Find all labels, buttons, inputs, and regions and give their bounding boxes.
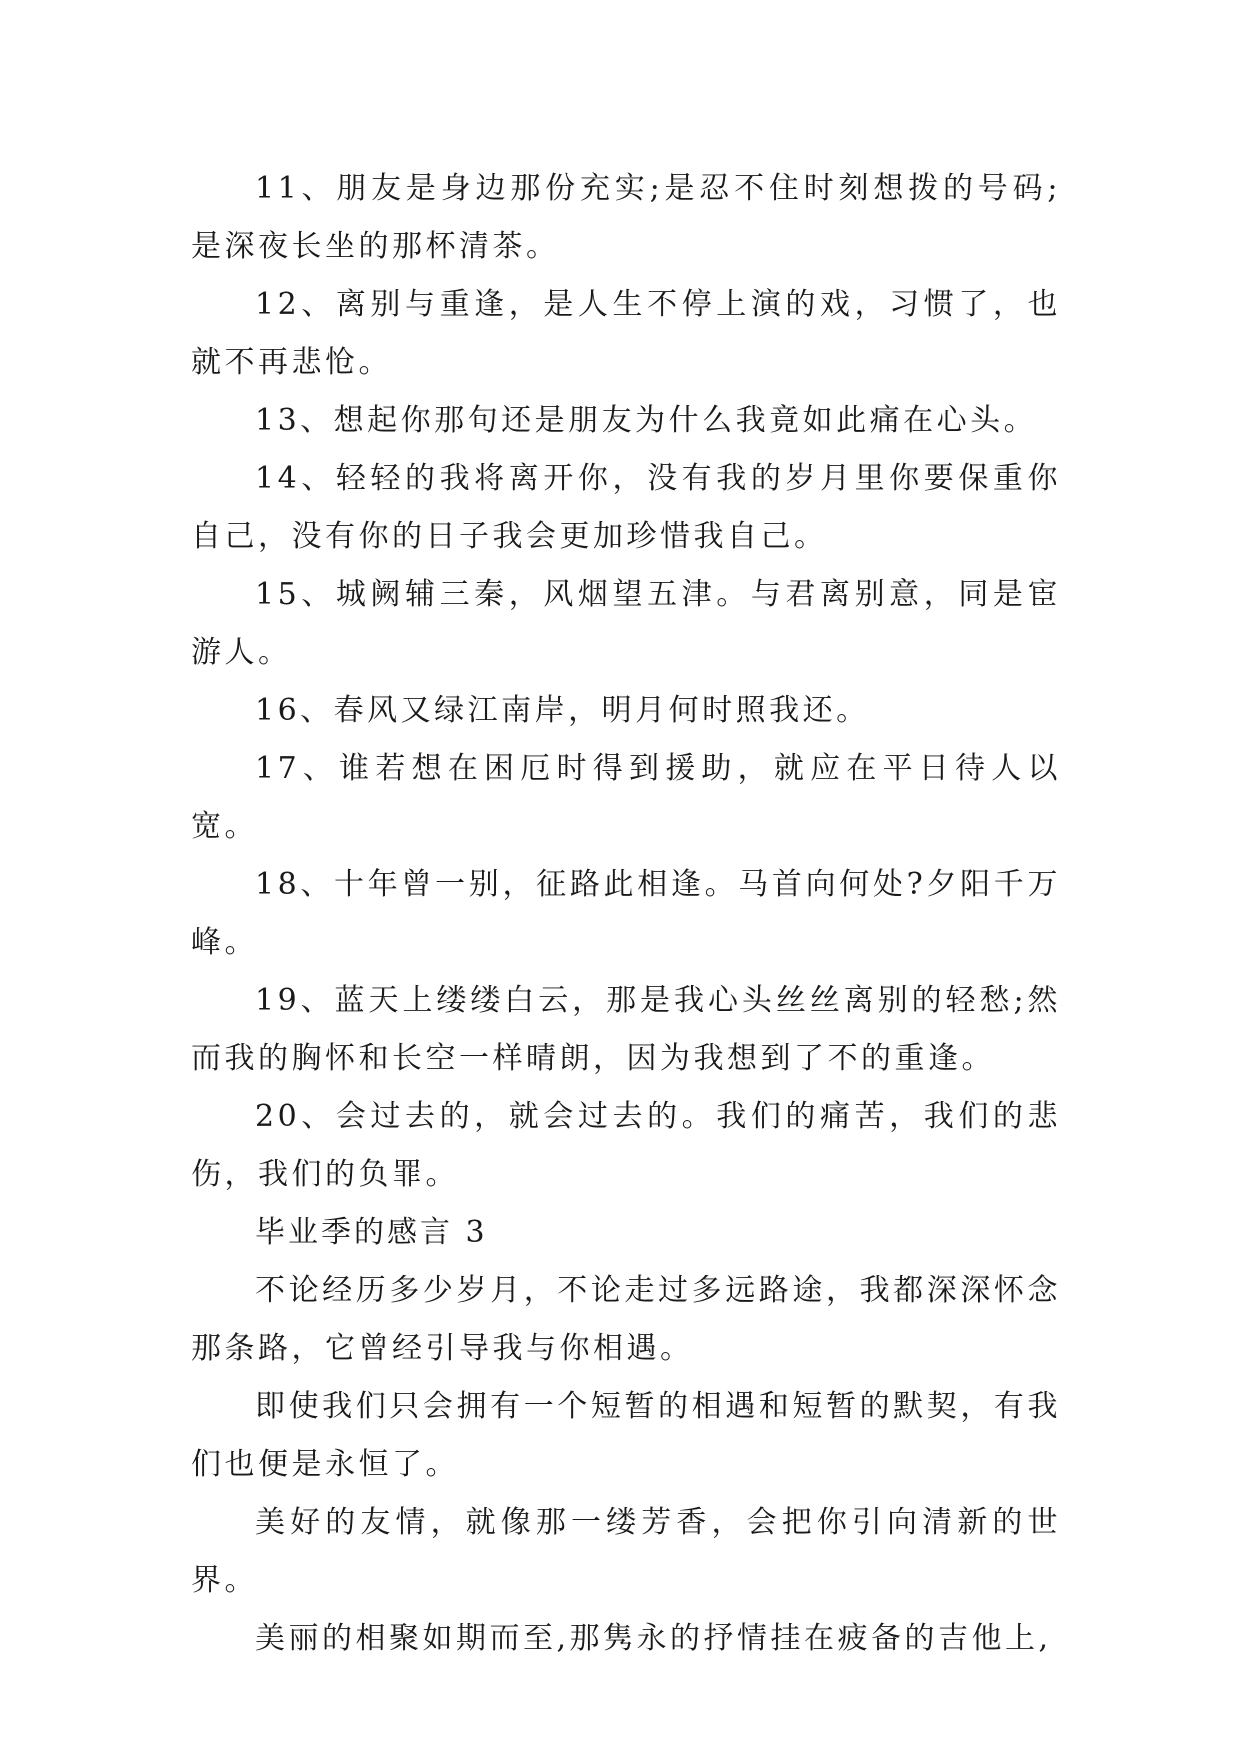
paragraph-16: 16、春风又绿江南岸，明月何时照我还。 bbox=[255, 693, 870, 728]
paragraph-12: 12、离别与重逢，是人生不停上演的戏，习惯了，也就不再悲怆。 bbox=[191, 287, 1061, 380]
section-paragraph-2: 即使我们只会拥有一个短暂的相遇和短暂的默契，有我们也便是永恒了。 bbox=[191, 1389, 1061, 1482]
section-paragraph-1: 不论经历多少岁月，不论走过多远路途，我都深深怀念那条路，它曾经引导我与你相遇。 bbox=[191, 1273, 1061, 1366]
paragraph-14: 14、轻轻的我将离开你，没有我的岁月里你要保重你自己，没有你的日子我会更加珍惜我自己。 bbox=[191, 461, 1061, 554]
paragraph-11: 11、朋友是身边那份充实;是忍不住时刻想拨的号码;是深夜长坐的那杯清茶。 bbox=[191, 171, 1061, 264]
section-paragraph-3: 美好的友情，就像那一缕芳香，会把你引向清新的世界。 bbox=[191, 1505, 1061, 1598]
section-paragraph-4: 美丽的相聚如期而至,那隽永的抒情挂在疲备的吉他上, bbox=[255, 1621, 1052, 1656]
paragraph-19: 19、蓝天上缕缕白云，那是我心头丝丝离别的轻愁;然而我的胸怀和长空一样晴朗，因为我想到了不的重逢。 bbox=[191, 983, 1061, 1076]
paragraph-17: 17、谁若想在困厄时得到援助，就应在平日待人以宽。 bbox=[191, 751, 1061, 844]
paragraph-13: 13、想起你那句还是朋友为什么我竟如此痛在心头。 bbox=[255, 403, 1038, 438]
section-heading: 毕业季的感言 3 bbox=[255, 1215, 488, 1250]
paragraph-18: 18、十年曾一别，征路此相逢。马首向何处?夕阳千万峰。 bbox=[191, 867, 1061, 960]
document-body bbox=[191, 160, 1061, 1668]
paragraph-20: 20、会过去的，就会过去的。我们的痛苦，我们的悲伤，我们的负罪。 bbox=[191, 1099, 1061, 1192]
paragraph-15: 15、城阙辅三秦，风烟望五津。与君离别意，同是宦游人。 bbox=[191, 577, 1061, 670]
